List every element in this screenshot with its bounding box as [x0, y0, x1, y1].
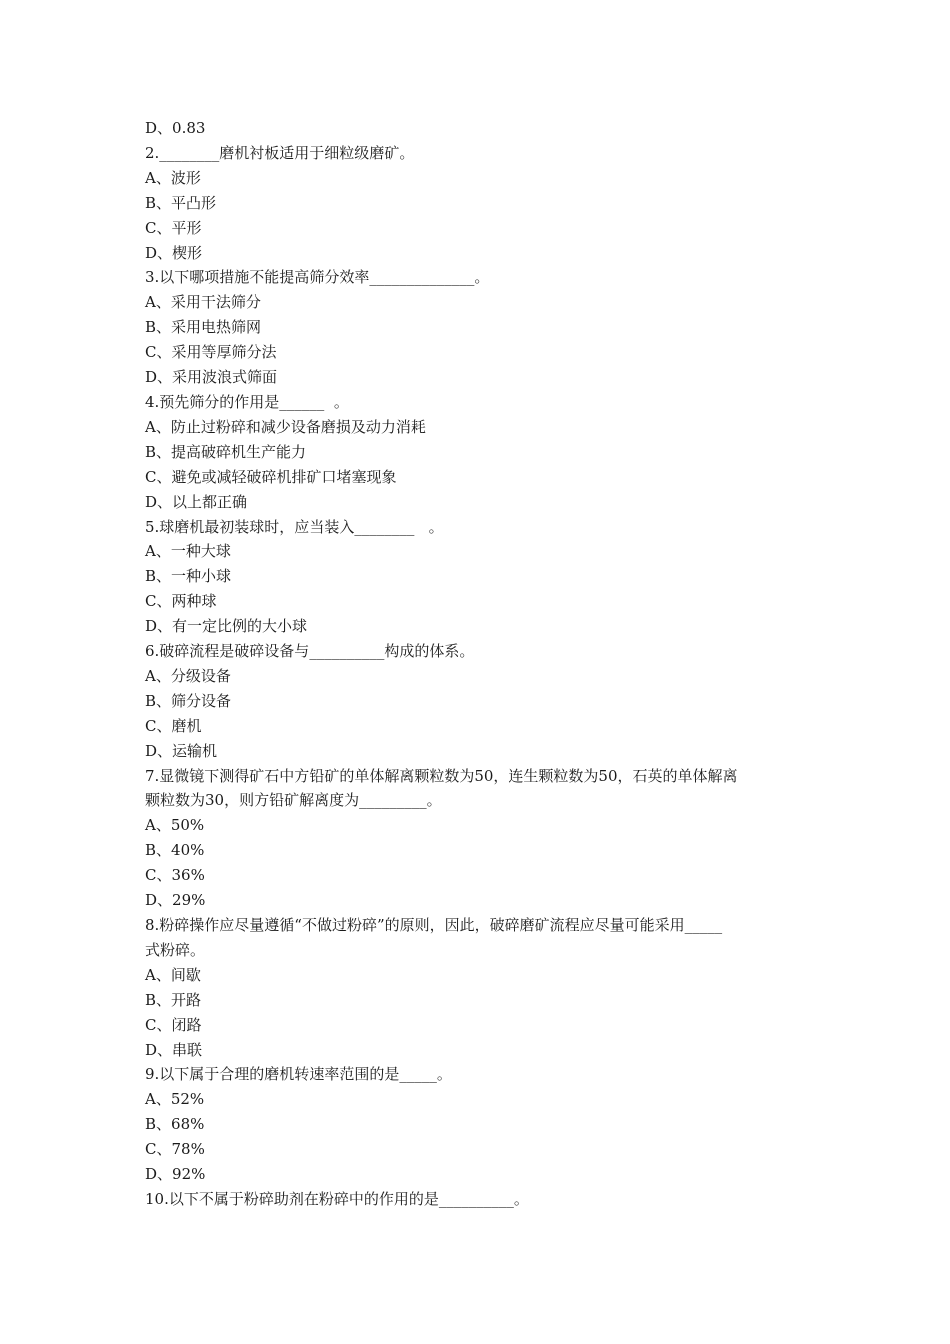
- question-3: 3.以下哪项措施不能提高筛分效率______________。: [145, 268, 490, 287]
- document-body: [145, 116, 813, 1212]
- option-d: D、以上都正确: [145, 492, 248, 511]
- option-c: C、闭路: [145, 1015, 202, 1034]
- option-a: A、间歇: [145, 965, 201, 984]
- option-a: A、分级设备: [145, 666, 231, 685]
- option-d: D、运输机: [145, 741, 218, 760]
- option-b: B、40%: [145, 841, 205, 860]
- option-c: C、平形: [145, 218, 202, 237]
- question-4: 4.预先筛分的作用是______ 。: [145, 392, 349, 411]
- question-7-continued: 颗粒数为30，则方铅矿解离度为_________。: [145, 791, 442, 810]
- question-5: 5.球磨机最初装球时，应当装入________ 。: [145, 517, 444, 536]
- option-c: C、磨机: [145, 716, 202, 735]
- question-9: 9.以下属于合理的磨机转速率范围的是_____。: [145, 1065, 452, 1084]
- question-2: 2.________磨机衬板适用于细粒级磨矿。: [145, 143, 415, 162]
- option-b: B、68%: [145, 1115, 205, 1134]
- option-c: C、避免或减轻破碎机排矿口堵塞现象: [145, 467, 397, 486]
- option-a: A、防止过粉碎和减少设备磨损及动力消耗: [145, 417, 426, 436]
- option-d: D、29%: [145, 891, 206, 910]
- option-b: B、采用电热筛网: [145, 318, 262, 337]
- option-c: C、36%: [145, 866, 205, 885]
- option-a: A、采用干法筛分: [145, 293, 261, 312]
- option-c: C、78%: [145, 1140, 205, 1159]
- option-d: D、采用波浪式筛面: [145, 368, 278, 387]
- option-b: B、一种小球: [145, 567, 232, 586]
- option-d: D、串联: [145, 1040, 203, 1059]
- option-a: A、50%: [145, 816, 205, 835]
- option-b: B、平凸形: [145, 193, 217, 212]
- option-a: A、52%: [145, 1090, 205, 1109]
- question-8: 8.粉碎操作应尽量遵循“不做过粉碎”的原则，因此，破碎磨矿流程应尽量可能采用_____: [145, 916, 723, 934]
- question-6: 6.破碎流程是破碎设备与__________构成的体系。: [145, 642, 475, 661]
- option-b: B、筛分设备: [145, 691, 232, 710]
- option-b: B、开路: [145, 990, 202, 1009]
- option-b: B、提高破碎机生产能力: [145, 442, 307, 461]
- option-a: A、波形: [145, 168, 201, 187]
- question-7: 7.显微镜下测得矿石中方铅矿的单体解离颗粒数为50，连生颗粒数为50，石英的单体解离: [145, 766, 738, 785]
- option-d: D、有一定比例的大小球: [145, 617, 308, 636]
- option-c: C、两种球: [145, 592, 217, 611]
- option-d: D、92%: [145, 1165, 206, 1184]
- option-d: D、0.83: [145, 119, 206, 137]
- question-10: 10.以下不属于粉碎助剂在粉碎中的作用的是__________。: [145, 1189, 529, 1208]
- option-d: D、楔形: [145, 243, 203, 262]
- question-8-continued: 式粉碎。: [145, 940, 206, 959]
- option-a: A、一种大球: [145, 542, 231, 561]
- option-c: C、采用等厚筛分法: [145, 343, 277, 362]
